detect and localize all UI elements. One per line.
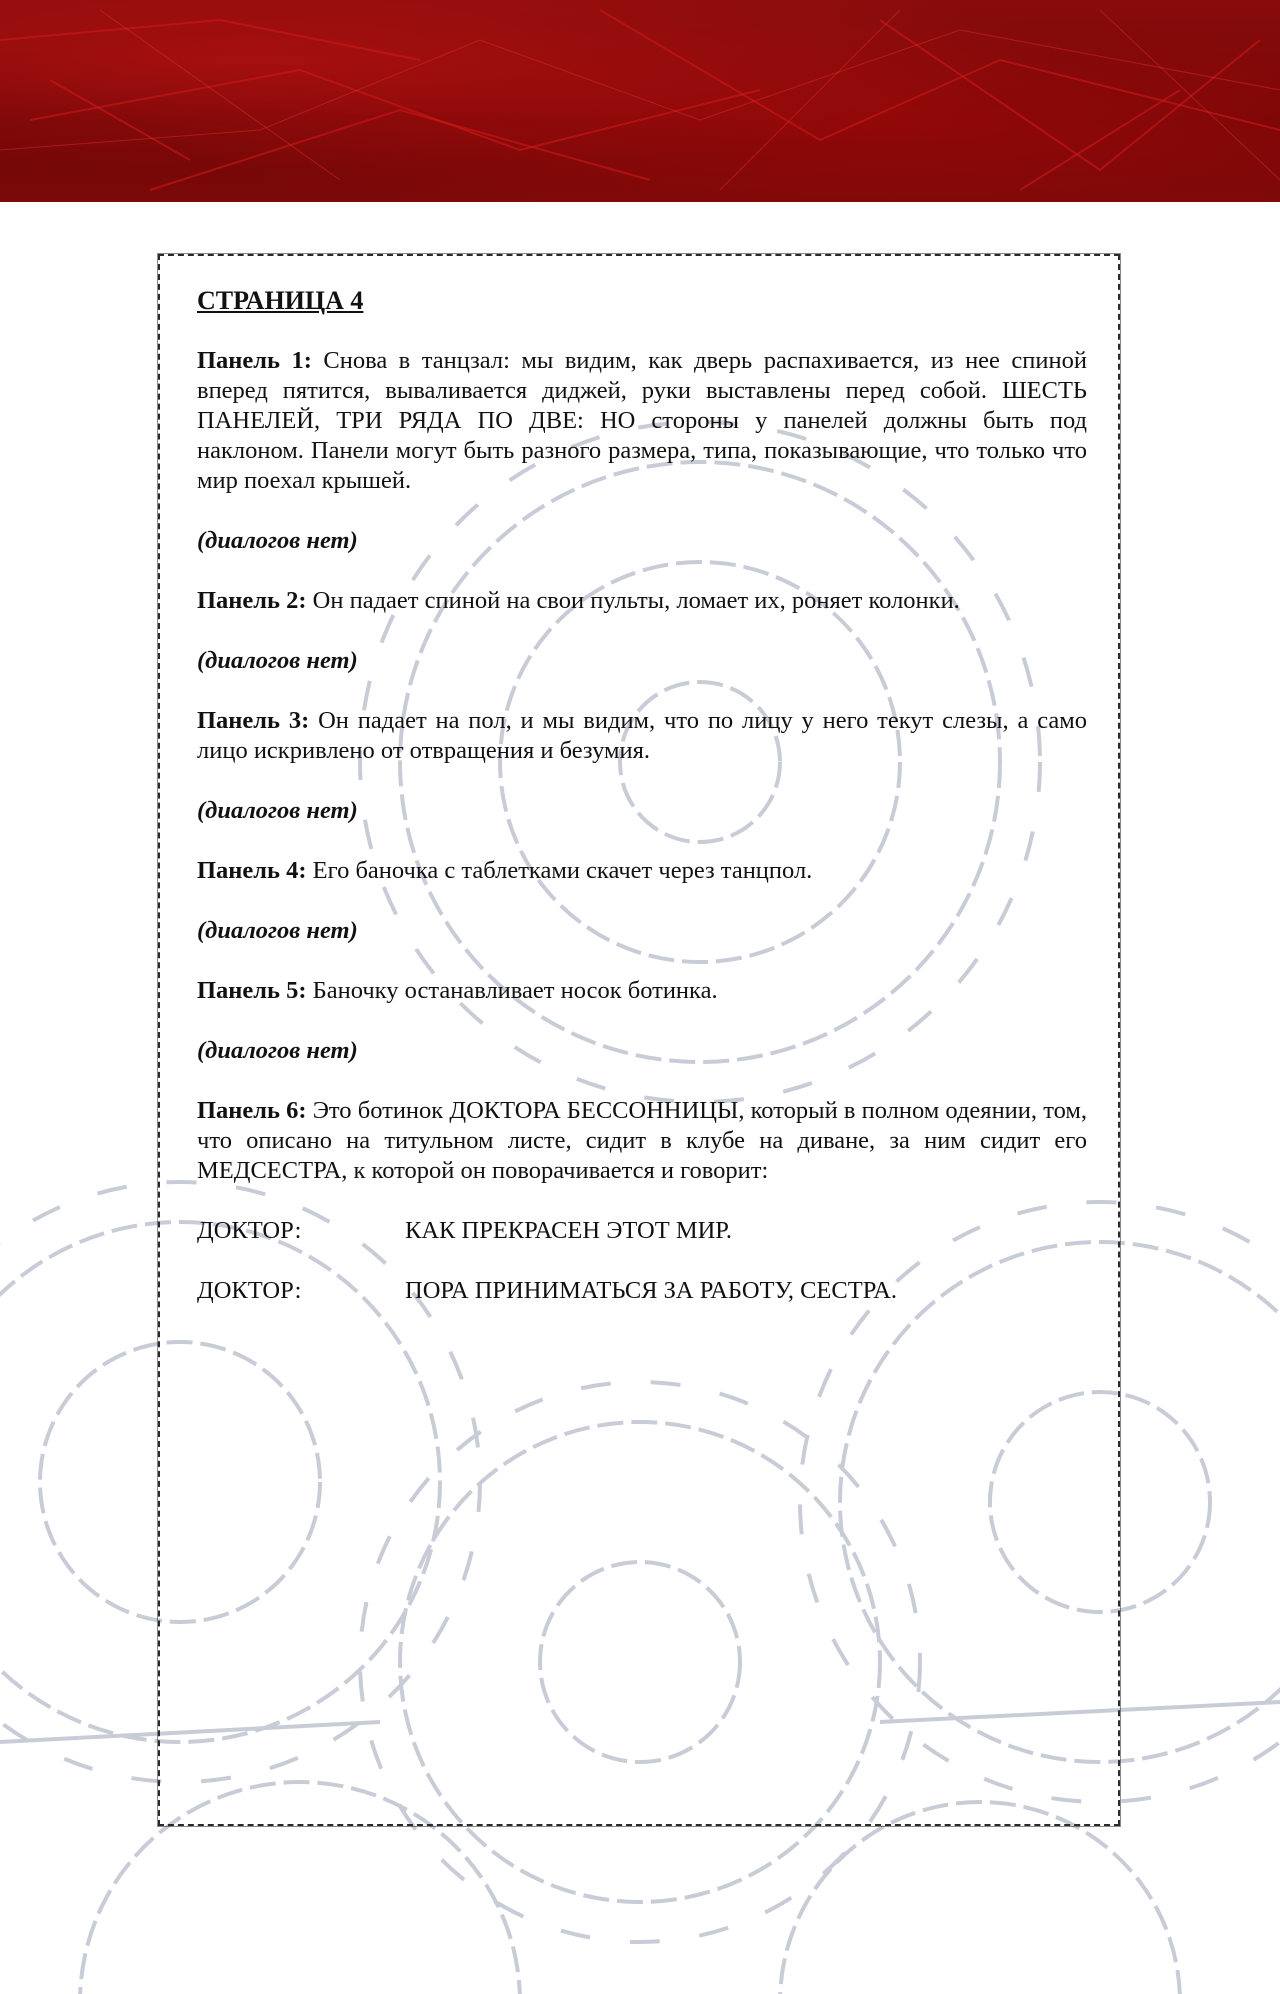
panel-5 bbox=[197, 976, 1087, 1006]
speaker-name: ДОКТОР: bbox=[197, 1277, 302, 1304]
panel-3 bbox=[197, 706, 1087, 766]
panel-description: Он падает на пол, и мы видим, что по лицу у него текут слезы, а само лицо искривлено от отвращения и безумия. bbox=[197, 707, 1087, 764]
no-dialogue-note: (диалогов нет) bbox=[197, 527, 358, 554]
dialogue-line bbox=[197, 1276, 1087, 1306]
no-dialogue-note: (диалогов нет) bbox=[197, 1037, 358, 1064]
panel-description: Он падает спиной на свои пульты, ломает их, роняет колонки. bbox=[312, 587, 960, 614]
panel-6 bbox=[197, 1096, 1087, 1186]
panel-description: Баночку останавливает носок ботинка. bbox=[312, 977, 718, 1004]
panel-description: Это ботинок ДОКТОРА БЕССОННИЦЫ, который в полном одеянии, том, что описано на титульном листе, сидит в клубе на диване, за ним сидит его МЕДСЕСТРА, к которой он поворачивается и говорит: bbox=[197, 1097, 1087, 1184]
no-dialogue-note: (диалогов нет) bbox=[197, 797, 358, 824]
panel-label: Панель 4: bbox=[197, 857, 307, 884]
panel-label: Панель 6: bbox=[197, 1097, 307, 1124]
panel-label: Панель 3: bbox=[197, 707, 310, 734]
panel-label: Панель 2: bbox=[197, 587, 307, 614]
panel-1 bbox=[197, 346, 1087, 496]
panel-2 bbox=[197, 586, 1087, 616]
panel-description: Снова в танцзал: мы видим, как дверь распахивается, из нее спиной вперед пятится, вываливается диджей, руки выставлены перед собой. ШЕСТЬ ПАНЕЛЕЙ, ТРИ РЯДА ПО ДВЕ: НО стороны у панелей должны быть под наклоном. Панели могут быть разного размера, типа, показывающие, что только что мир поехал крышей. bbox=[197, 347, 1087, 494]
panel-label: Панель 1: bbox=[197, 347, 312, 374]
dialogue-text: ПОРА ПРИНИМАТЬСЯ ЗА РАБОТУ, СЕСТРА. bbox=[405, 1277, 898, 1304]
panel-description: Его баночка с таблетками скачет через танцпол. bbox=[312, 857, 813, 884]
panel-label: Панель 5: bbox=[197, 977, 307, 1004]
speaker-name: ДОКТОР: bbox=[197, 1217, 302, 1244]
dialogue-text: КАК ПРЕКРАСЕН ЭТОТ МИР. bbox=[405, 1217, 732, 1244]
no-dialogue-note: (диалогов нет) bbox=[197, 917, 358, 944]
panel-4 bbox=[197, 856, 1087, 886]
scratch-texture bbox=[0, 0, 1280, 202]
top-red-banner bbox=[0, 0, 1280, 202]
no-dialogue-note: (диалогов нет) bbox=[197, 647, 358, 674]
dialogue-line bbox=[197, 1216, 1087, 1246]
page-title: СТРАНИЦА 4 bbox=[197, 286, 364, 315]
script-page bbox=[197, 286, 1087, 1336]
